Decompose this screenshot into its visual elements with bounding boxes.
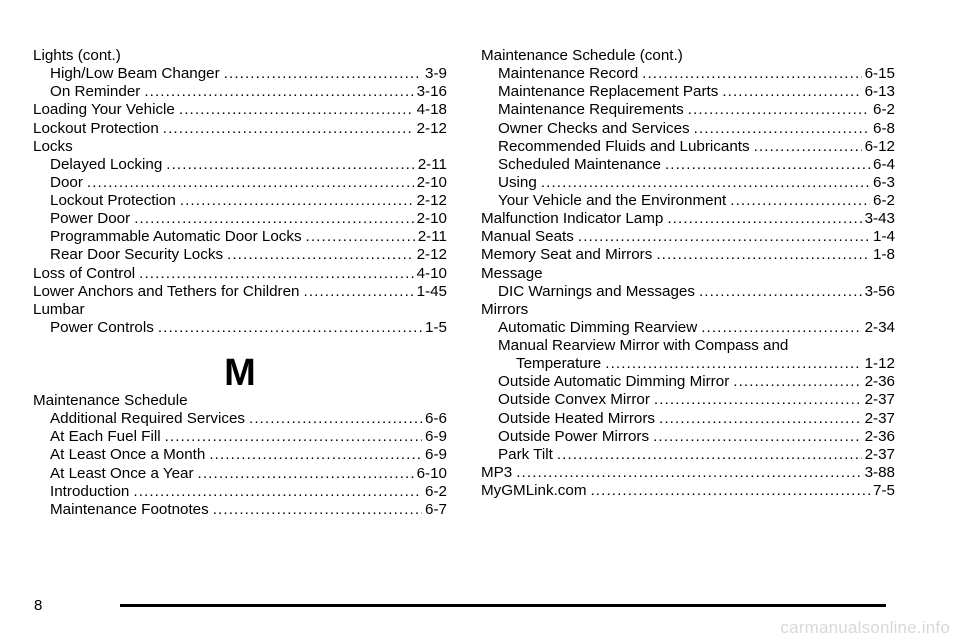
entry-page-ref: 6-2	[873, 192, 895, 210]
entry-label: Outside Power Mirrors	[498, 427, 650, 445]
entry-label: Memory Seat and Mirrors	[481, 246, 653, 264]
index-entry	[33, 482, 447, 502]
index-entry	[481, 282, 895, 302]
index-entry	[481, 463, 895, 483]
entry-page-ref: 1-5	[425, 318, 447, 336]
dot-leader	[224, 64, 422, 84]
index-entry	[481, 119, 895, 139]
dot-leader	[179, 100, 414, 120]
index-entry	[481, 445, 895, 465]
entry-label: Loss of Control	[33, 264, 136, 282]
entry-label: Automatic Dimming Rearview	[498, 318, 698, 336]
entry-label: Outside Convex Mirror	[498, 391, 650, 409]
index-entry	[33, 64, 447, 84]
index-entry	[33, 282, 447, 302]
dot-leader	[578, 227, 870, 247]
entry-label: Loading Your Vehicle	[33, 101, 175, 119]
entry-page-ref: 2-11	[417, 155, 447, 173]
index-entry	[33, 264, 447, 284]
dot-leader	[227, 245, 414, 265]
index-entry	[33, 100, 447, 120]
entry-label: Manual Seats	[481, 228, 574, 246]
entry-label: Lockout Protection	[33, 119, 159, 137]
index-entry	[481, 64, 895, 84]
dot-leader	[198, 464, 414, 484]
entry-page-ref: 2-36	[864, 427, 895, 445]
dot-leader	[667, 209, 861, 229]
entry-page-ref: 6-13	[864, 83, 895, 101]
entry-page-ref: 4-10	[416, 264, 447, 282]
entry-label: Introduction	[50, 482, 130, 500]
index-entry	[33, 500, 447, 520]
entry-page-ref: 6-10	[416, 464, 447, 482]
index-heading	[33, 391, 447, 411]
dot-leader	[694, 119, 870, 139]
index-entry	[481, 318, 895, 338]
entry-label: Additional Required Services	[50, 410, 246, 428]
entry-label: At Each Fuel Fill	[50, 428, 161, 446]
dot-leader	[605, 354, 861, 374]
entry-page-ref: 2-12	[416, 192, 447, 210]
index-entry	[33, 318, 447, 338]
entry-page-ref: 6-7	[425, 500, 447, 518]
entry-label: MP3	[481, 463, 513, 481]
entry-label: Scheduled Maintenance	[498, 155, 661, 173]
entry-label: Delayed Locking	[50, 155, 163, 173]
index-entry	[481, 481, 895, 501]
dot-leader	[209, 445, 422, 465]
index-entry	[33, 227, 447, 247]
entry-page-ref: 2-11	[417, 228, 447, 246]
entry-label: Power Controls	[50, 318, 154, 336]
index-entry	[33, 409, 447, 429]
entry-page-ref: 2-37	[864, 391, 895, 409]
entry-page-ref: 2-34	[864, 318, 895, 336]
index-entry	[481, 227, 895, 247]
entry-label: At Least Once a Month	[50, 446, 206, 464]
dot-leader	[165, 427, 422, 447]
entry-label: Malfunction Indicator Lamp	[481, 210, 664, 228]
dot-leader	[304, 282, 414, 302]
entry-label: At Least Once a Year	[50, 464, 194, 482]
entry-page-ref: 6-2	[873, 101, 895, 119]
index-entry	[481, 354, 895, 374]
entry-page-ref: 1-8	[873, 246, 895, 264]
entry-page-ref: 2-37	[864, 409, 895, 427]
entry-page-ref: 2-10	[416, 210, 447, 228]
dot-leader	[144, 82, 413, 102]
index-entry	[33, 119, 447, 139]
entry-label: Owner Checks and Services	[498, 119, 690, 137]
dot-leader	[163, 119, 414, 139]
index-entry	[33, 82, 447, 102]
dot-leader	[701, 318, 861, 338]
entry-label: DIC Warnings and Messages	[498, 282, 695, 300]
entry-page-ref: 3-16	[416, 83, 447, 101]
dot-leader	[133, 482, 422, 502]
dot-leader	[166, 155, 414, 175]
dot-leader	[139, 264, 413, 284]
entry-label: High/Low Beam Changer	[50, 65, 220, 83]
entry-label: Maintenance Record	[498, 65, 639, 83]
entry-label: Programmable Automatic Door Locks	[50, 228, 302, 246]
entry-label: Recommended Fluids and Lubricants	[498, 137, 750, 155]
index-entry	[33, 191, 447, 211]
dot-leader	[722, 82, 861, 102]
dot-leader	[754, 137, 862, 157]
entry-label: Temperature	[516, 355, 602, 373]
entry-page-ref: 6-6	[425, 410, 447, 428]
index-entry	[33, 464, 447, 484]
index-entry	[33, 209, 447, 229]
dot-leader	[213, 500, 422, 520]
entry-page-ref: 2-36	[864, 373, 895, 391]
dot-leader	[733, 372, 861, 392]
entry-page-ref: 6-3	[873, 173, 895, 191]
index-entry	[481, 100, 895, 120]
entry-label: Lights (cont.)	[33, 47, 121, 64]
entry-label: Locks	[33, 137, 73, 155]
entry-page-ref: 6-9	[425, 446, 447, 464]
entry-page-ref: 3-88	[864, 463, 895, 481]
index-entry	[33, 173, 447, 193]
entry-label: Lower Anchors and Tethers for Children	[33, 282, 300, 300]
entry-page-ref: 6-9	[425, 428, 447, 446]
dot-leader	[653, 427, 862, 447]
entry-page-ref: 6-8	[873, 119, 895, 137]
dot-leader	[688, 100, 870, 120]
index-entry	[481, 427, 895, 447]
dot-leader	[557, 445, 862, 465]
entry-page-ref: 2-10	[416, 173, 447, 191]
index-entry	[481, 191, 895, 211]
index-heading	[481, 46, 895, 66]
index-entry	[481, 155, 895, 175]
entry-label: Maintenance Schedule (cont.)	[481, 47, 683, 64]
index-entry	[481, 209, 895, 229]
index-entry	[481, 409, 895, 429]
page-number: 8	[34, 597, 43, 614]
index-entry	[481, 245, 895, 265]
entry-label: Rear Door Security Locks	[50, 246, 224, 264]
index-entry	[481, 372, 895, 392]
index-entry	[481, 137, 895, 157]
index-entry	[481, 173, 895, 193]
dot-leader	[730, 191, 870, 211]
entry-page-ref: 6-4	[873, 155, 895, 173]
entry-page-ref: 3-43	[864, 210, 895, 228]
dot-leader	[541, 173, 870, 193]
watermark: carmanualsonline.info	[780, 618, 950, 637]
entry-page-ref: 2-37	[864, 445, 895, 463]
dot-leader	[87, 173, 414, 193]
entry-page-ref: 2-12	[416, 246, 447, 264]
dot-leader	[659, 409, 862, 429]
entry-label: Door	[50, 173, 83, 191]
entry-label: Your Vehicle and the Environment	[498, 192, 727, 210]
dot-leader	[699, 282, 862, 302]
dot-leader	[306, 227, 415, 247]
entry-page-ref: 1-4	[873, 228, 895, 246]
entry-page-ref: 2-12	[416, 119, 447, 137]
section-letter-heading: M	[224, 352, 256, 394]
entry-label: Outside Automatic Dimming Mirror	[498, 373, 730, 391]
entry-label: MyGMLink.com	[481, 482, 587, 500]
dot-leader	[180, 191, 414, 211]
entry-label: Power Door	[50, 210, 131, 228]
footer-rule	[120, 604, 886, 607]
entry-page-ref: 1-45	[416, 282, 447, 300]
index-heading	[481, 300, 895, 320]
index-entry	[481, 390, 895, 410]
entry-label: Mirrors	[481, 300, 529, 318]
entry-page-ref: 3-56	[864, 282, 895, 300]
entry-label: Park Tilt	[498, 445, 553, 463]
entry-label: Manual Rearview Mirror with Compass and	[498, 337, 789, 355]
dot-leader	[642, 64, 861, 84]
entry-label: On Reminder	[50, 83, 141, 101]
dot-leader	[590, 481, 870, 501]
entry-page-ref: 6-2	[425, 482, 447, 500]
index-heading	[33, 137, 447, 157]
index-entry	[481, 82, 895, 102]
index-entry	[33, 427, 447, 447]
entry-page-ref: 4-18	[416, 101, 447, 119]
entry-label: Message	[481, 264, 543, 282]
dot-leader	[654, 390, 862, 410]
entry-page-ref: 6-12	[864, 137, 895, 155]
entry-label: Lockout Protection	[50, 192, 176, 210]
dot-leader	[134, 209, 413, 229]
dot-leader	[656, 245, 870, 265]
entry-page-ref: 3-9	[425, 65, 447, 83]
index-heading	[33, 46, 447, 66]
entry-page-ref: 1-12	[864, 355, 895, 373]
dot-leader	[665, 155, 870, 175]
entry-page-ref: 7-5	[873, 482, 895, 500]
entry-label: Maintenance Schedule	[33, 392, 188, 409]
index-entry	[33, 245, 447, 265]
entry-page-ref: 6-15	[864, 65, 895, 83]
index-heading	[481, 264, 895, 284]
entry-label: Maintenance Requirements	[498, 101, 684, 119]
dot-leader	[249, 409, 422, 429]
entry-label: Maintenance Replacement Parts	[498, 83, 719, 101]
dot-leader	[158, 318, 422, 338]
index-heading	[481, 336, 895, 356]
entry-label: Using	[498, 173, 537, 191]
dot-leader	[516, 463, 861, 483]
index-heading	[33, 300, 447, 320]
entry-label: Outside Heated Mirrors	[498, 409, 655, 427]
entry-label: Maintenance Footnotes	[50, 500, 209, 518]
index-entry	[33, 445, 447, 465]
entry-label: Lumbar	[33, 300, 85, 318]
index-entry	[33, 155, 447, 175]
